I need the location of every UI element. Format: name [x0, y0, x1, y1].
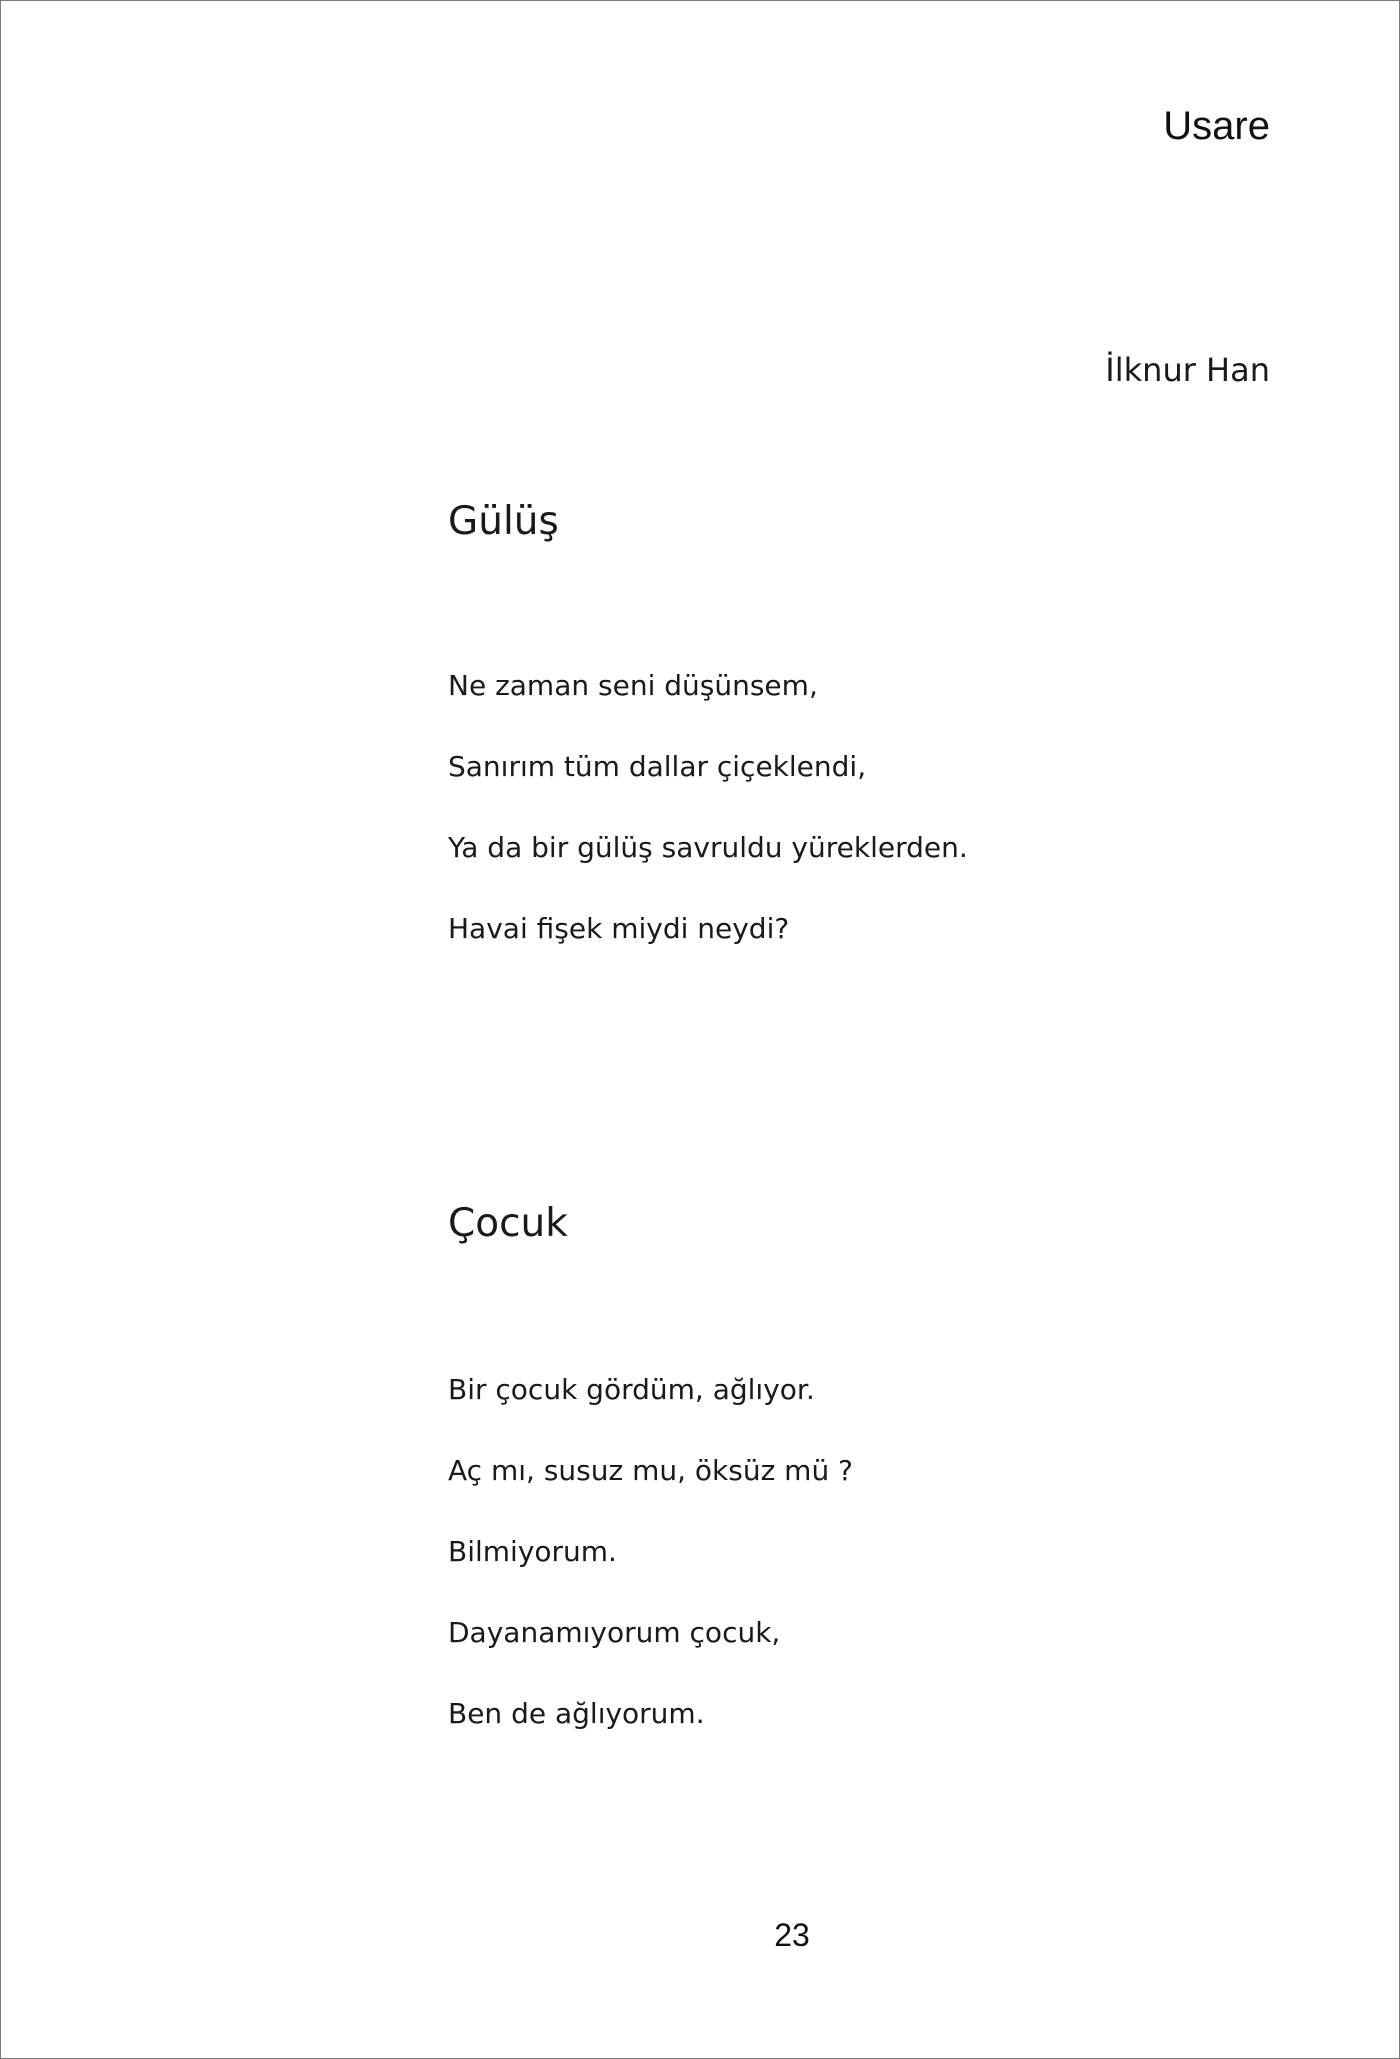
poem-line: Ya da bir gülüş savruldu yüreklerden.: [448, 831, 968, 864]
author-name: İlknur Han: [1105, 351, 1270, 389]
poem-title: Çocuk: [448, 1201, 568, 1246]
poem-line: Aç mı, susuz mu, öksüz mü ?: [448, 1454, 853, 1487]
poem-line: Dayanamıyorum çocuk,: [448, 1616, 781, 1649]
poem-line: Ben de ağlıyorum.: [448, 1697, 705, 1730]
running-header-title: Usare: [1163, 104, 1270, 148]
poem-title: Gülüş: [448, 499, 559, 544]
page-number: 23: [774, 1917, 810, 1953]
poem-line: Havai fişek miydi neydi?: [448, 912, 790, 945]
poem-line: Sanırım tüm dallar çiçeklendi,: [448, 750, 867, 783]
poem-line: Ne zaman seni düşünsem,: [448, 669, 818, 702]
poem-stanza: [448, 668, 968, 992]
poem-cocuk: [448, 1200, 853, 1777]
poem-stanza: [448, 1372, 853, 1777]
poem-line: Bir çocuk gördüm, ağlıyor.: [448, 1373, 815, 1406]
poem-line: Bilmiyorum.: [448, 1535, 617, 1568]
poem-gulus: [448, 498, 968, 992]
